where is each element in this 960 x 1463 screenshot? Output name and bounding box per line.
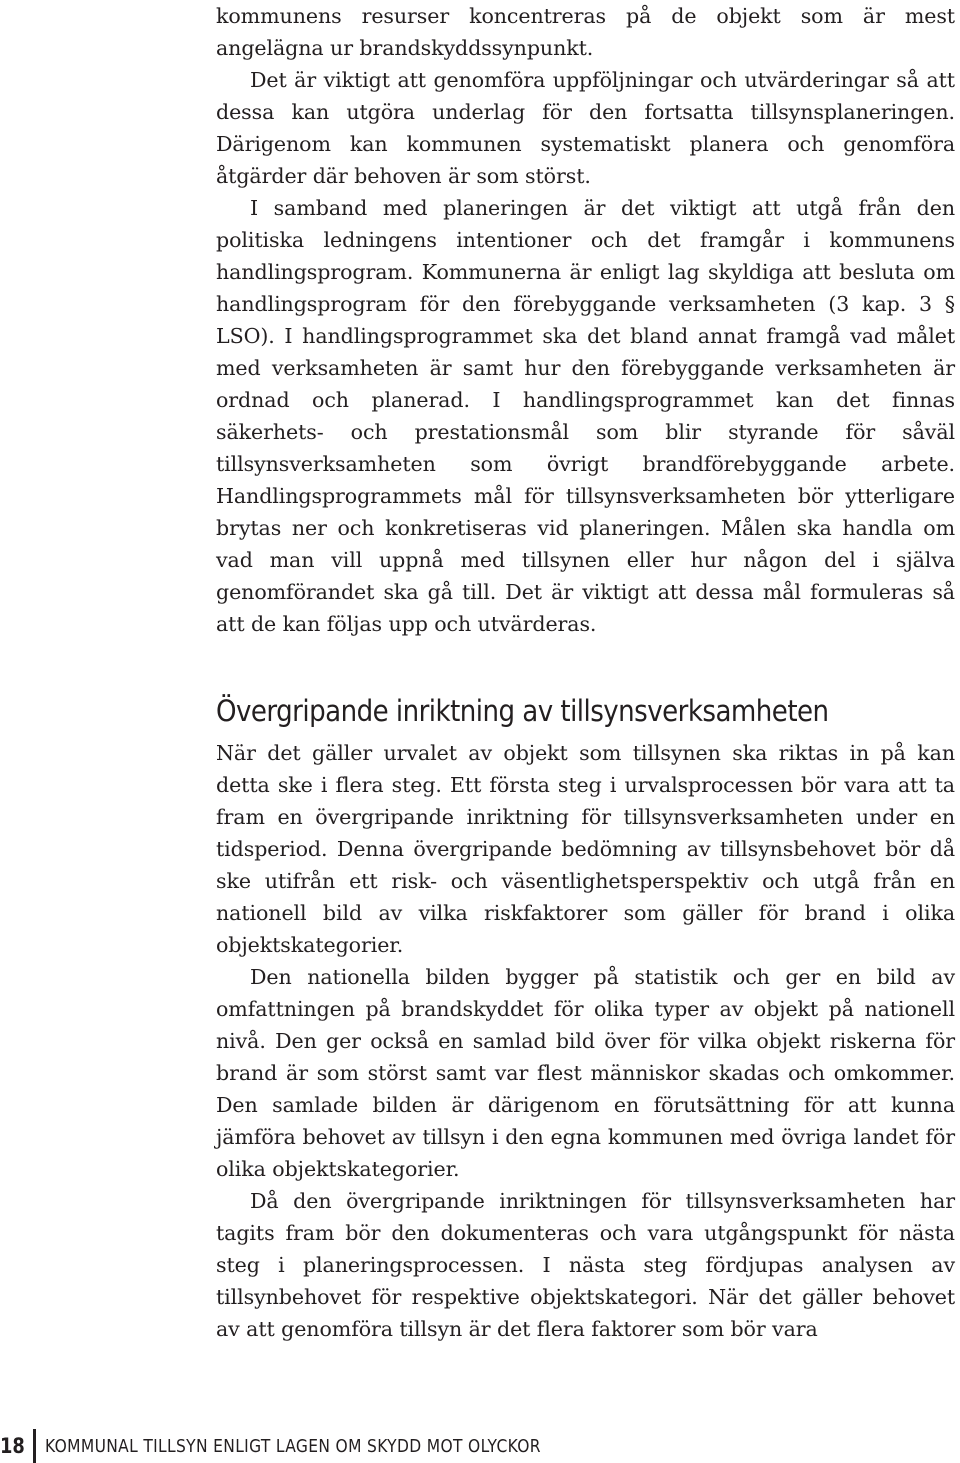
footer-divider xyxy=(33,1429,36,1463)
paragraph: I samband med planeringen är det viktigt att utgå från den politiska ledningens intentioner och det framgår i kommunens handlingsprogram. Kommunerna är enligt lag skyldiga att besluta om handlingsprogram för den förebyggande verksamheten (3 kap. 3 § LSO). I handlingsprogrammet ska det bland annat framgå vad målet med verksamheten är samt hur den förebyggande verksamheten är ordnad och planerad. I handlingsprogrammet kan det finnas säkerhets- och prestationsmål som blir styrande för såväl tillsynsverksamheten som övrigt brandförebyggande arbete. Handlingsprogrammets mål för tillsynsverksamheten bör ytterligare brytas ner och konkretiseras vid planeringen. Målen ska handla om vad man vill uppnå med tillsynen eller hur någon del i själva genomförandet ska gå till. Det är viktigt att dessa mål formuleras så att de kan följas upp och utvärderas. xyxy=(216,196,955,636)
body-section-2 xyxy=(216,737,955,1345)
running-title: KOMMUNAL TILLSYN ENLIGT LAGEN OM SKYDD MOT OLYCKOR xyxy=(45,1436,541,1457)
paragraph: Då den övergripande inriktningen för tillsynsverksamheten har tagits fram bör den dokumenteras och vara utgångspunkt för nästa steg i planeringsprocessen. I nästa steg fördjupas analysen av tillsynbehovet för respektive objektskategori. När det gäller behovet av att genomföra tillsyn är det flera faktorer som bör vara xyxy=(216,1189,955,1341)
paragraph: När det gäller urvalet av objekt som tillsynen ska riktas in på kan detta ske i flera steg. Ett första steg i urvalsprocessen bör vara att ta fram en övergripande inriktning för tillsynsverksamheten under en tidsperiod. Denna övergripande bedömning av tillsynsbehovet bör då ske utifrån ett risk- och väsentlighetsperspektiv och utgå från en nationell bild av vilka riskfaktorer som gäller för brand i olika objektskategorier. xyxy=(216,741,955,957)
page-footer xyxy=(0,1429,960,1463)
paragraph: kommunens resurser koncentreras på de objekt som är mest angelägna ur brandskyddssynpunkt. xyxy=(216,4,955,60)
paragraph: Det är viktigt att genomföra uppföljningar och utvärderingar så att dessa kan utgöra underlag för den fortsatta tillsynsplaneringen. Därigenom kan kommunen systematiskt planera och genomföra åtgärder där behoven är som störst. xyxy=(216,68,955,188)
section-heading: Övergripande inriktning av tillsynsverksamheten xyxy=(216,694,829,728)
page-number: 18 xyxy=(0,1434,25,1458)
body-section-1 xyxy=(216,0,955,640)
paragraph: Den nationella bilden bygger på statistik och ger en bild av omfattningen på brandskyddet för olika typer av objekt på nationell nivå. Den ger också en samlad bild över för vilka objekt riskerna för brand är som störst samt var flest människor skadas och omkommer. Den samlade bilden är därigenom en förutsättning för att kunna jämföra behovet av tillsyn i den egna kommunen med övriga landet för olika objektskategorier. xyxy=(216,965,955,1181)
